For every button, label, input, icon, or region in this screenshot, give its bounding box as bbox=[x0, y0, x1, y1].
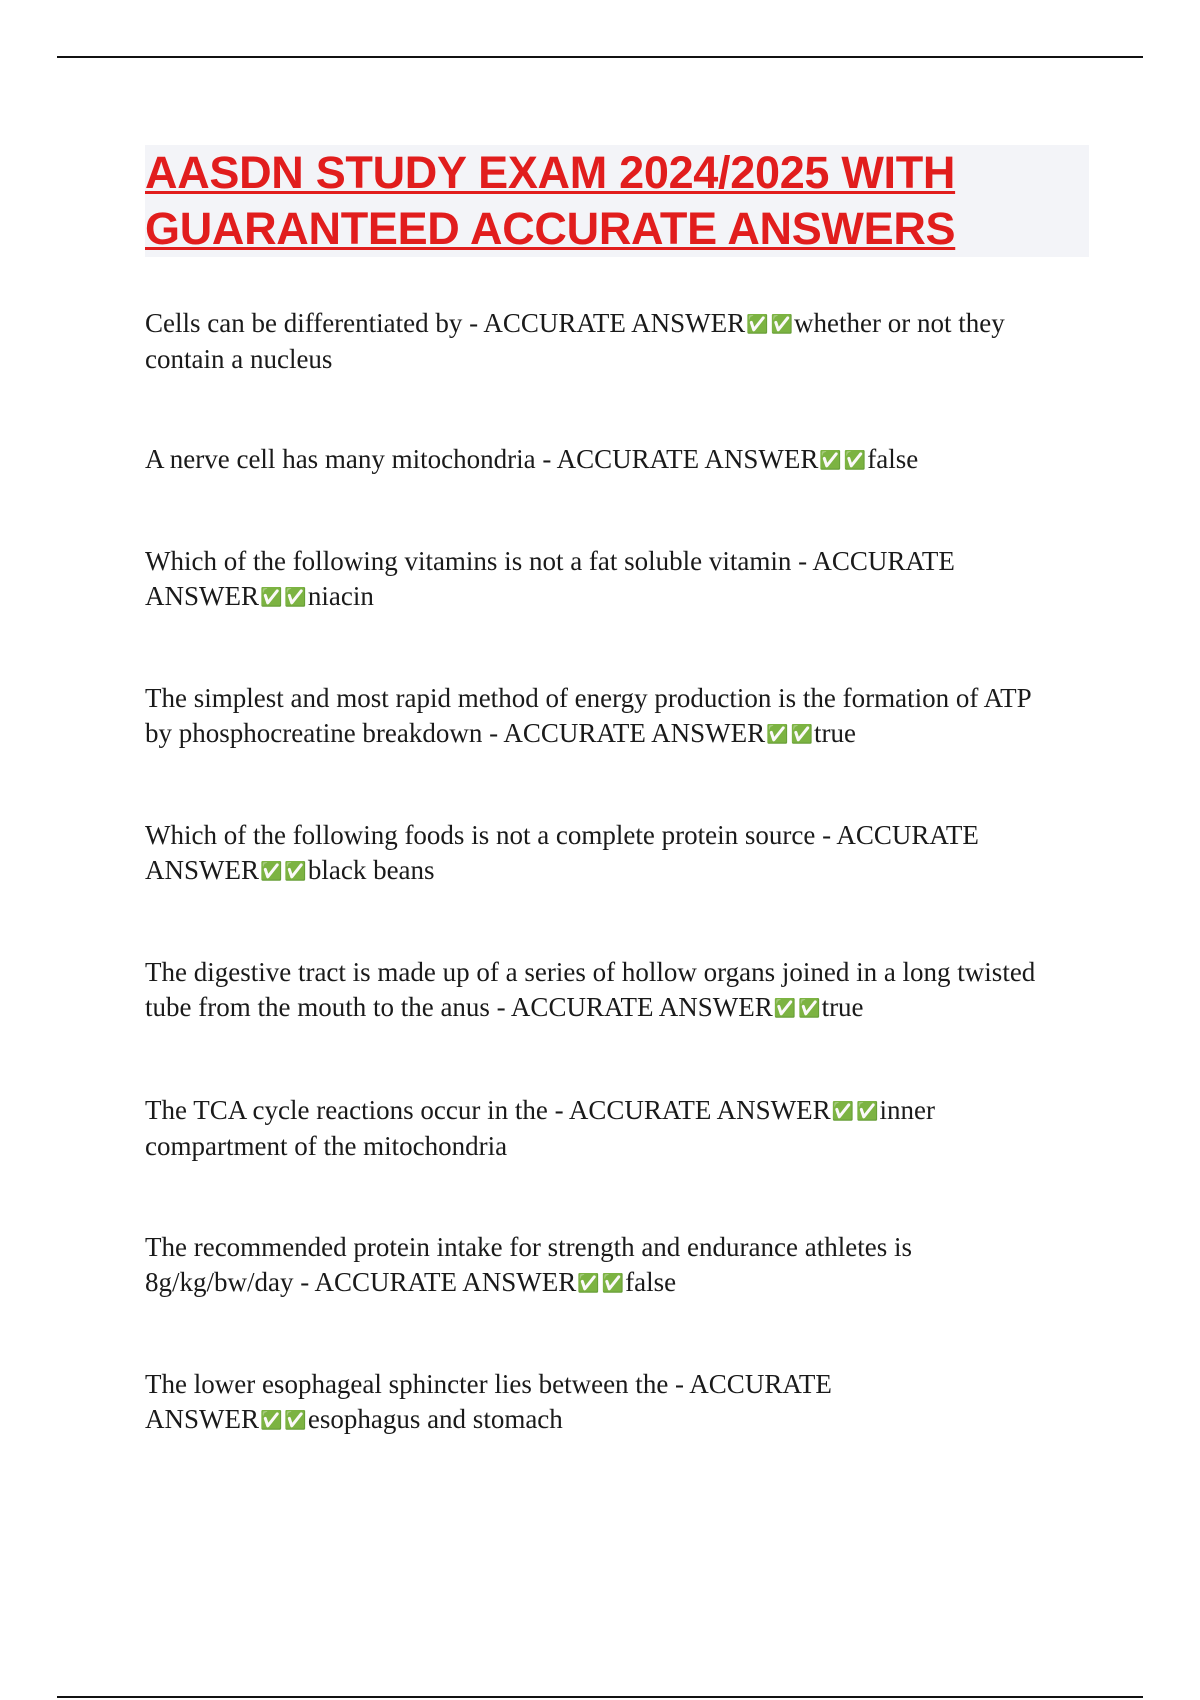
check-icon: ✅ bbox=[260, 861, 283, 882]
check-icon: ✅ bbox=[766, 724, 789, 745]
answer-text: esophagus and stomach bbox=[307, 1404, 563, 1434]
title-block bbox=[145, 145, 1089, 257]
answer-text: false bbox=[625, 1267, 677, 1297]
check-icon: ✅ bbox=[790, 724, 814, 745]
bottom-rule bbox=[57, 1696, 1143, 1698]
qa-item bbox=[145, 955, 1095, 1026]
answer-text: niacin bbox=[307, 581, 374, 611]
check-icon: ✅ bbox=[773, 998, 797, 1019]
question-text: The digestive tract is made up of a series of hollow organs joined in a long twisted bbox=[145, 957, 1036, 987]
qa-item bbox=[145, 681, 1095, 752]
answer-text: inner bbox=[879, 1095, 935, 1125]
qa-item bbox=[145, 442, 1095, 478]
question-text-cont: ANSWER bbox=[145, 581, 259, 611]
question-text: The recommended protein intake for strength and endurance athletes is bbox=[145, 1232, 912, 1262]
qa-item bbox=[145, 1230, 1095, 1301]
answer-text: whether or not they bbox=[794, 308, 1005, 338]
question-text-cont: tube from the mouth to the anus - ACCURATE ANSWER bbox=[145, 992, 773, 1022]
check-icon: ✅ bbox=[746, 314, 769, 335]
question-text: Which of the following vitamins is not a fat soluble vitamin - ACCURATE bbox=[145, 546, 955, 576]
question-text-cont: ANSWER bbox=[145, 855, 259, 885]
qa-item bbox=[145, 1093, 1095, 1164]
question-text-cont: ANSWER bbox=[145, 1404, 259, 1434]
check-icon: ✅ bbox=[819, 450, 842, 471]
title-line-2: GUARANTEED ACCURATE ANSWERS bbox=[145, 203, 956, 254]
answer-text: true bbox=[821, 992, 864, 1022]
qa-item bbox=[145, 544, 1095, 615]
check-icon: ✅ bbox=[577, 1273, 600, 1294]
check-icon: ✅ bbox=[843, 450, 867, 471]
check-icon: ✅ bbox=[856, 1101, 879, 1122]
check-icon: ✅ bbox=[831, 1101, 855, 1122]
question-text: Cells can be differentiated by - ACCURATE ANSWER bbox=[145, 308, 746, 338]
document-title bbox=[145, 145, 1089, 257]
answer-text-cont: contain a nucleus bbox=[145, 344, 333, 374]
answer-text: false bbox=[867, 444, 919, 474]
check-icon: ✅ bbox=[601, 1273, 625, 1294]
top-rule bbox=[57, 56, 1143, 58]
answer-text-cont: compartment of the mitochondria bbox=[145, 1131, 508, 1161]
question-text-cont: by phosphocreatine breakdown - ACCURATE ANSWER bbox=[145, 718, 766, 748]
qa-item bbox=[145, 306, 1095, 377]
question-text: Which of the following foods is not a complete protein source - ACCURATE bbox=[145, 820, 979, 850]
qa-item bbox=[145, 1367, 1095, 1438]
check-icon: ✅ bbox=[284, 861, 307, 882]
question-text: The TCA cycle reactions occur in the - ACCURATE ANSWER bbox=[145, 1095, 831, 1125]
check-icon: ✅ bbox=[260, 587, 283, 608]
check-icon: ✅ bbox=[770, 314, 794, 335]
title-line-1: AASDN STUDY EXAM 2024/2025 WITH bbox=[145, 147, 956, 198]
check-icon: ✅ bbox=[284, 587, 307, 608]
qa-item bbox=[145, 818, 1095, 889]
check-icon: ✅ bbox=[260, 1410, 283, 1431]
question-text: The simplest and most rapid method of energy production is the formation of ATP bbox=[145, 683, 1032, 713]
answer-text: black beans bbox=[307, 855, 435, 885]
check-icon: ✅ bbox=[798, 998, 821, 1019]
check-icon: ✅ bbox=[284, 1410, 307, 1431]
question-text-cont: 8g/kg/bw/day - ACCURATE ANSWER bbox=[145, 1267, 577, 1297]
answer-text: true bbox=[814, 718, 856, 748]
question-text: A nerve cell has many mitochondria - ACCURATE ANSWER bbox=[145, 444, 819, 474]
question-text: The lower esophageal sphincter lies between the - ACCURATE bbox=[145, 1369, 832, 1399]
